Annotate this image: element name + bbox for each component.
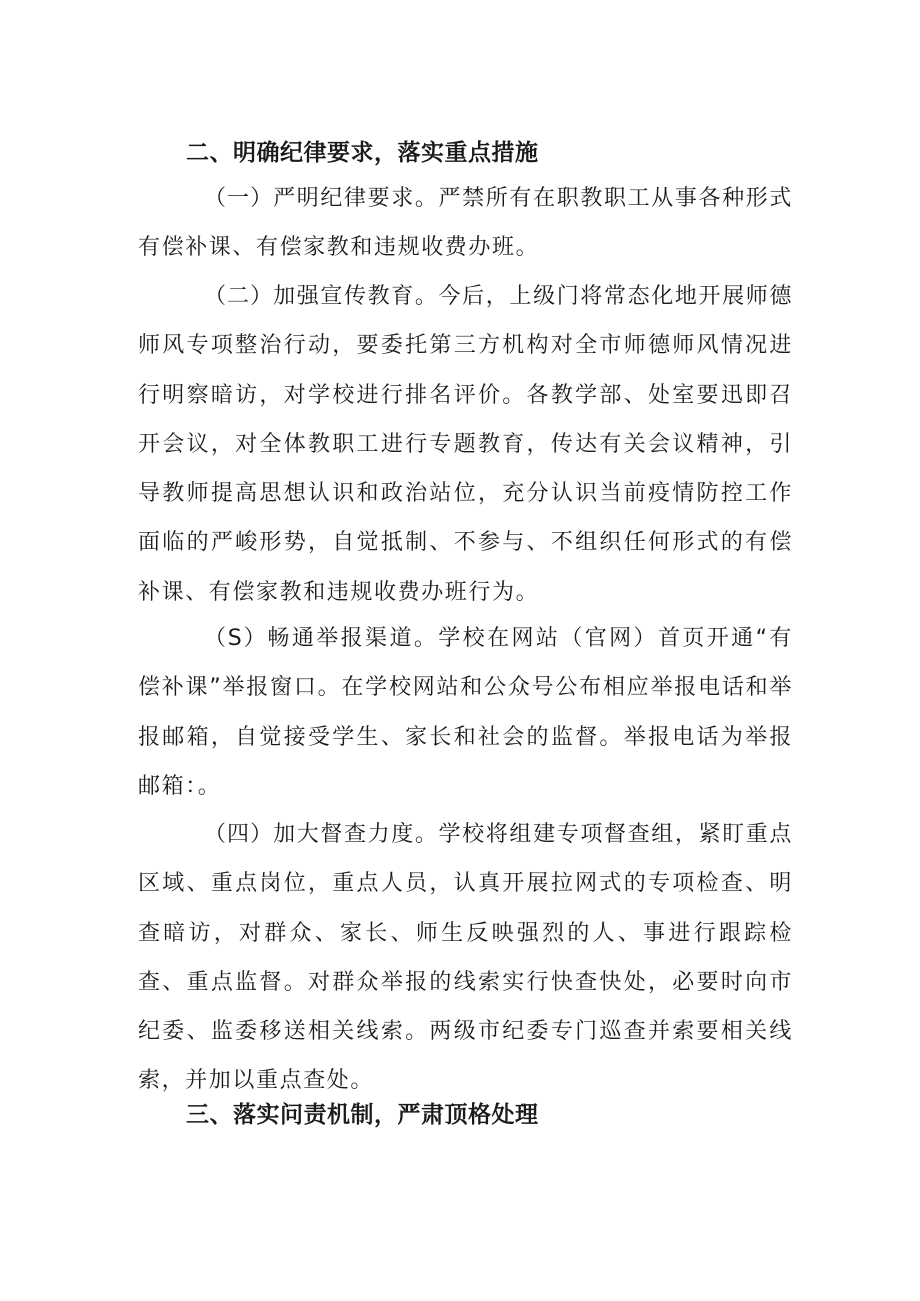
paragraph-1 xyxy=(138,174,793,273)
paragraph-2 xyxy=(138,272,793,617)
paragraph-3 xyxy=(138,614,793,811)
paragraph-4-text: 加大督查力度。学校将组建专项督查组，紧盯重点区域、重点岗位，重点人员，认真开展拉网式的专项检查、明查暗访，对群众、家长、师生反映强烈的人、事进行跟踪检查、重点监督。对群众举报的线索实行快查快处，必要时向市纪委、监委移送相关线索。两级市纪委专门巡查并索要相关线索，并加以重点查处。 xyxy=(138,822,793,1094)
paragraph-4 xyxy=(138,810,793,1106)
section-heading-2: 二、明确纪律要求，落实重点措施 xyxy=(186,140,539,166)
paragraph-2-text: 加强宣传教育。今后，上级门将常态化地开展师德师风专项整治行动，要委托第三方机构对全市师德师风情况进行明察暗访，对学校进行排名评价。各教学部、处室要迅即召开会议，对全体教职工进行专题教育，传达有关会议精神，引导教师提高思想认识和政治站位，充分认识当前疫情防控工作面临的严峻形势，自觉抵制、不参与、不组织任何形式的有偿补课、有偿家教和违规收费办班行为。 xyxy=(138,284,793,605)
paragraph-1-label: （一） xyxy=(204,186,274,211)
section-heading-3: 三、落实问责机制，严肃顶格处理 xyxy=(186,1102,539,1128)
paragraph-3-text: 畅通举报渠道。学校在网站（官网）首页开通“有偿补课”举报窗口。在学校网站和公众号公布相应举报电话和举报邮箱，自觉接受学生、家长和社会的监督。举报电话为举报邮箱：。 xyxy=(138,626,793,799)
paragraph-1-text: 严明纪律要求。严禁所有在职教职工从事各种形式有偿补课、有偿家教和违规收费办班。 xyxy=(138,186,793,261)
paragraph-4-label: （四） xyxy=(204,822,274,847)
paragraph-3-label: （S） xyxy=(204,626,268,651)
paragraph-2-label: （二） xyxy=(204,284,274,309)
